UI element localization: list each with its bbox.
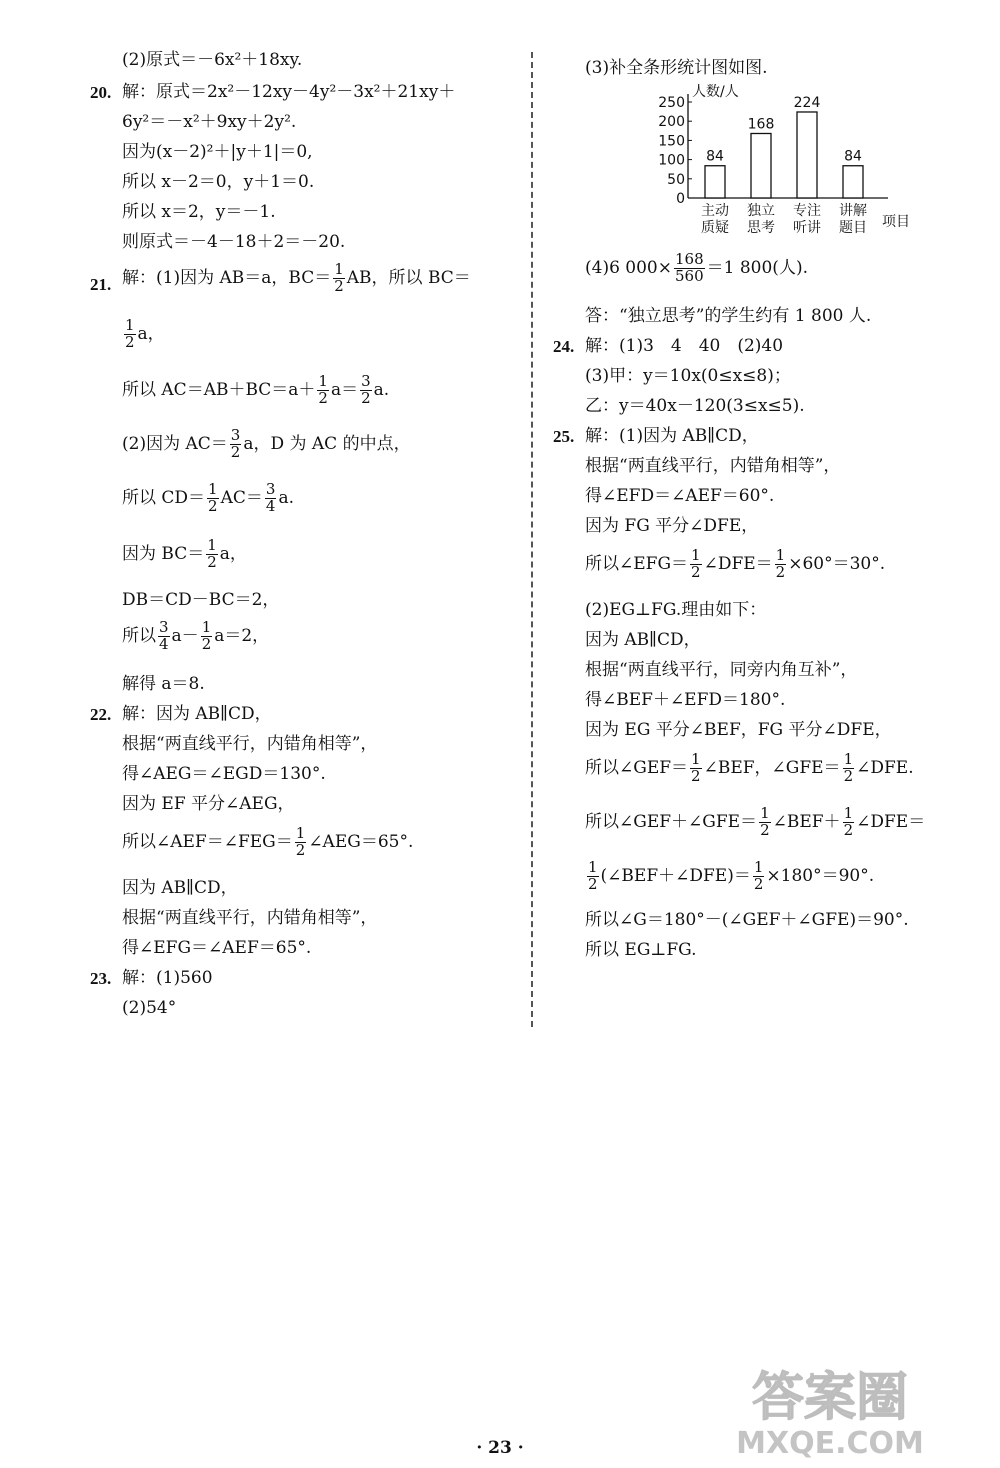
y-tick-label: 50: [667, 171, 685, 188]
q24-line: 解：(1)3 4 40 (2)40: [585, 336, 784, 356]
q22-line: 因为 EF 平分∠AEG，: [122, 794, 295, 814]
fraction: $\frac{1}{2}$: [775, 546, 786, 581]
q20-line: 所以 x－2＝0，y＋1＝0.: [122, 172, 315, 192]
fraction: $\frac{1}{2}$: [588, 858, 598, 893]
fraction: $\frac{1}{2}$: [843, 804, 854, 839]
q19-2-line: (2)原式＝－6x²＋18xy.: [122, 50, 303, 70]
q25-line: 得∠BEF＋∠EFD＝180°.: [585, 690, 786, 710]
q25-number: 25.: [553, 427, 575, 446]
q22-line: 因为 AB∥CD，: [122, 878, 238, 898]
fraction: $\frac{3}{2}$: [230, 426, 241, 461]
svg-text:MXQE.COM: MXQE.COM: [736, 1426, 924, 1461]
q25-line: (2)EG⊥FG.理由如下：: [585, 600, 767, 620]
q23-4-line: (4)6 000× $\frac{168}{560}$ ＝1 800(人).: [585, 250, 808, 285]
q25-line: $\frac{1}{2}$ (∠BEF＋∠DFE)＝ $\frac{1}{2}$ ×180°＝90°.: [588, 858, 875, 893]
bar-value-label: 84: [844, 148, 862, 165]
fraction: $\frac{1}{2}$: [207, 536, 217, 571]
q20-number: 20.: [90, 83, 112, 102]
q21-line: $\frac{1}{2}$ a，: [125, 316, 165, 351]
column-divider: [531, 52, 533, 1027]
q20-line: 解：原式＝2x²－12xy－4y²－3x²＋21xy＋: [122, 82, 456, 102]
x-tick-label: 讲解: [839, 203, 867, 219]
q21-line: 所以 CD＝ $\frac{1}{2}$ AC＝ $\frac{3}{4}$ a.: [122, 480, 294, 515]
fraction: $\frac{1}{2}$: [318, 372, 328, 407]
q22-line: 根据“两直线平行，内错角相等”，: [122, 908, 378, 928]
bar-chart: [640, 84, 930, 248]
fraction: $\frac{1}{2}$: [760, 804, 770, 839]
x-tick-label: 主动: [701, 203, 729, 219]
x-tick-label: 专注: [793, 203, 821, 219]
q22-line: 得∠EFG＝∠AEF＝65°.: [122, 938, 312, 958]
q25-line: 因为 EG 平分∠BEF，FG 平分∠DFE，: [585, 720, 892, 740]
q20-line: 6y²＝－x²＋9xy＋2y².: [122, 112, 297, 132]
q25-line: 根据“两直线平行，同旁内角互补”，: [585, 660, 858, 680]
q21-line: 所以 $\frac{3}{4}$ a－ $\frac{1}{2}$ a＝2，: [122, 618, 270, 653]
q23-number: 23.: [90, 969, 112, 988]
q25-line: 所以∠G＝180°－(∠GEF＋∠GFE)＝90°.: [585, 910, 909, 930]
q25-line: 所以 EG⊥FG.: [585, 940, 697, 960]
q22-line: 所以∠AEF＝∠FEG＝ $\frac{1}{2}$ ∠AEG＝65°.: [122, 824, 414, 859]
q24-line: 乙：y＝40x－120(3≤x≤5).: [585, 396, 805, 416]
q21-line: 所以 AC＝AB＋BC＝a＋ $\frac{1}{2}$ a＝ $\frac{3}{2}$ a.: [122, 372, 390, 407]
fraction: $\frac{3}{2}$: [361, 372, 371, 407]
fraction: $\frac{1}{2}$: [691, 546, 701, 581]
fraction: $\frac{3}{4}$: [265, 480, 276, 515]
y-tick-label: 200: [658, 114, 685, 131]
q21-line: 因为 BC＝ $\frac{1}{2}$ a，: [122, 536, 247, 571]
q25-line: 解：(1)因为 AB∥CD，: [585, 426, 759, 446]
x-tick-label: 题目: [839, 220, 867, 236]
fraction: $\frac{1}{2}$: [334, 260, 344, 295]
fraction: $\frac{1}{2}$: [201, 618, 212, 653]
x-tick-label: 质疑: [701, 220, 729, 236]
q25-line: 所以∠GEF＝ $\frac{1}{2}$ ∠BEF，∠GFE＝ $\frac{1}{2}$ ∠DFE.: [585, 750, 914, 785]
fraction: $\frac{168}{560}$: [675, 250, 704, 285]
q25-line: 所以∠GEF＋∠GFE＝ $\frac{1}{2}$ ∠BEF＋ $\frac{1}{2}$ ∠DFE＝: [585, 804, 926, 839]
bar-value-label: 224: [793, 94, 821, 111]
q21-line: 解：(1)因为 AB＝a，BC＝ $\frac{1}{2}$ AB，所以 BC＝: [122, 260, 471, 295]
bar: [797, 112, 817, 198]
q21-line: 解得 a＝8.: [122, 674, 205, 694]
fraction: $\frac{1}{2}$: [125, 316, 135, 351]
fraction: $\frac{1}{2}$: [295, 824, 306, 859]
q21-line: DB＝CD－BC＝2，: [122, 590, 280, 610]
q22-number: 22.: [90, 705, 112, 724]
fraction: $\frac{1}{2}$: [208, 480, 218, 515]
q20-line: 则原式＝－4－18＋2＝－20.: [122, 232, 346, 252]
y-tick-label: 100: [658, 152, 685, 169]
x-tick-label: 听讲: [793, 220, 821, 236]
y-tick-label: 150: [658, 133, 685, 150]
y-tick-label: 250: [658, 95, 685, 111]
q21-number: 21.: [90, 275, 112, 294]
q20-line: 所以 x＝2，y＝－1.: [122, 202, 276, 222]
q25-line: 因为 FG 平分∠DFE，: [585, 516, 759, 536]
svg-text:答案圈: 答案圈: [751, 1368, 909, 1428]
bar-value-label: 84: [706, 148, 724, 165]
q25-line: 得∠EFD＝∠AEF＝60°.: [585, 486, 775, 506]
bar: [751, 133, 771, 198]
q24-line: (3)甲：y＝10x(0≤x≤8)；: [585, 366, 791, 386]
q23-answer-line: 答：“独立思考”的学生约有 1 800 人.: [585, 306, 872, 326]
q22-line: 根据“两直线平行，内错角相等”，: [122, 734, 378, 754]
fraction: $\frac{3}{4}$: [159, 618, 169, 653]
watermark-logo: [680, 1357, 980, 1462]
y-axis-label: 人数/人: [692, 84, 739, 100]
q22-line: 解：因为 AB∥CD，: [122, 704, 272, 724]
bar: [843, 166, 863, 198]
fraction: $\frac{1}{2}$: [691, 750, 701, 785]
x-axis-label: 项目: [882, 214, 910, 230]
q20-line: 因为(x－2)²＋|y＋1|＝0,: [122, 142, 313, 162]
q25-line: 所以∠EFG＝ $\frac{1}{2}$ ∠DFE＝ $\frac{1}{2}$ ×60°＝30°.: [585, 546, 886, 581]
q24-number: 24.: [553, 337, 575, 356]
q25-line: 根据“两直线平行，内错角相等”，: [585, 456, 841, 476]
x-tick-label: 独立: [747, 203, 775, 219]
q23-3-line: (3)补全条形统计图如图.: [585, 58, 768, 78]
bar-value-label: 168: [747, 116, 775, 133]
fraction: $\frac{1}{2}$: [843, 750, 854, 785]
q21-line: (2)因为 AC＝ $\frac{3}{2}$ a，D 为 AC 的中点，: [122, 426, 411, 461]
q22-line: 得∠AEG＝∠EGD＝130°.: [122, 764, 326, 784]
page-number: · 23 ·: [476, 1438, 524, 1458]
q25-line: 因为 AB∥CD，: [585, 630, 701, 650]
fraction: $\frac{1}{2}$: [753, 858, 764, 893]
q23-line: 解：(1)560: [122, 968, 213, 988]
y-tick-label: 0: [676, 191, 685, 207]
bar: [705, 166, 725, 198]
q23-line: (2)54°: [122, 998, 177, 1018]
x-tick-label: 思考: [747, 220, 775, 236]
